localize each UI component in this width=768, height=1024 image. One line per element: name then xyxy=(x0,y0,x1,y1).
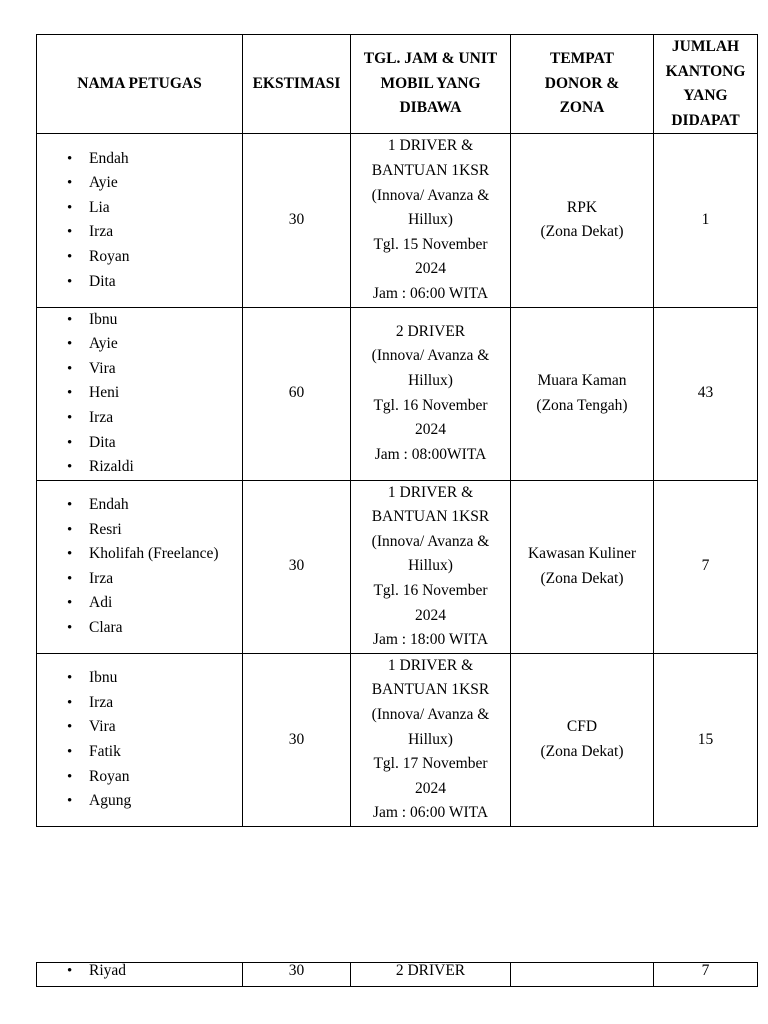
names-list xyxy=(37,666,242,814)
unit-cell: 2 DRIVER (Innova/ Avanza & Hillux) Tgl. 16 November 2024 Jam : 08:00WITA xyxy=(351,307,511,480)
list-item: • Heni xyxy=(67,381,242,406)
header-row xyxy=(37,35,758,134)
estimasi-cell: 30 xyxy=(243,653,351,826)
list-item: • Irza xyxy=(67,567,242,592)
estimasi-cell: 30 xyxy=(243,134,351,307)
header-nama-petugas: NAMA PETUGAS xyxy=(37,35,243,134)
unit-cell: 1 DRIVER & BANTUAN 1KSR (Innova/ Avanza & Hillux) Tgl. 15 November 2024 Jam : 06:00 WITA xyxy=(351,134,511,307)
names-list xyxy=(37,963,242,979)
table-row xyxy=(37,307,758,480)
jumlah-cell: 1 xyxy=(654,134,758,307)
list-item: • Resri xyxy=(67,518,242,543)
tempat-cell: Kawasan Kuliner (Zona Dekat) xyxy=(511,480,654,653)
list-item: • Agung xyxy=(67,789,242,814)
header-jumlah-kantong: JUMLAH KANTONG YANG DIDAPAT xyxy=(654,35,758,134)
list-item: • Irza xyxy=(67,406,242,431)
list-item: • Dita xyxy=(67,431,242,456)
list-item: • Clara xyxy=(67,616,242,641)
list-item: • Vira xyxy=(67,357,242,382)
list-item: • Ibnu xyxy=(67,308,242,333)
header-ekstimasi: EKSTIMASI xyxy=(243,35,351,134)
list-item: • Irza xyxy=(67,220,242,245)
jumlah-cell: 7 xyxy=(654,480,758,653)
list-item: • Adi xyxy=(67,591,242,616)
names-cell xyxy=(37,307,243,480)
tempat-cell: RPK (Zona Dekat) xyxy=(511,134,654,307)
estimasi-cell: 30 xyxy=(243,963,351,987)
tempat-cell xyxy=(511,963,654,987)
schedule-table xyxy=(36,34,758,827)
list-item: • Lia xyxy=(67,196,242,221)
names-list xyxy=(37,493,242,641)
names-cell xyxy=(37,134,243,307)
names-list xyxy=(37,308,242,480)
list-item: • Irza xyxy=(67,691,242,716)
tempat-cell: Muara Kaman (Zona Tengah) xyxy=(511,307,654,480)
tempat-cell: CFD (Zona Dekat) xyxy=(511,653,654,826)
table-row xyxy=(37,963,758,987)
table-row xyxy=(37,134,758,307)
list-item: • Fatik xyxy=(67,740,242,765)
list-item: • Rizaldi xyxy=(67,455,242,480)
list-item: • Royan xyxy=(67,245,242,270)
estimasi-cell: 60 xyxy=(243,307,351,480)
table-row xyxy=(37,653,758,826)
header-tgl-jam-unit: TGL. JAM & UNIT MOBIL YANG DIBAWA xyxy=(351,35,511,134)
list-item: • Endah xyxy=(67,147,242,172)
list-item: • Kholifah (Freelance) xyxy=(67,542,242,567)
header-tempat-donor: TEMPAT DONOR & ZONA xyxy=(511,35,654,134)
jumlah-cell: 43 xyxy=(654,307,758,480)
names-cell xyxy=(37,963,243,987)
estimasi-cell: 30 xyxy=(243,480,351,653)
list-item: • Endah xyxy=(67,493,242,518)
jumlah-cell: 7 xyxy=(654,963,758,987)
unit-cell: 2 DRIVER xyxy=(351,963,511,987)
schedule-table-continuation xyxy=(36,962,758,987)
jumlah-cell: 15 xyxy=(654,653,758,826)
list-item: • Dita xyxy=(67,270,242,295)
list-item: • Ibnu xyxy=(67,666,242,691)
list-item: • Riyad xyxy=(67,963,242,979)
unit-cell: 1 DRIVER & BANTUAN 1KSR (Innova/ Avanza & Hillux) Tgl. 17 November 2024 Jam : 06:00 WITA xyxy=(351,653,511,826)
names-list xyxy=(37,147,242,295)
names-cell xyxy=(37,480,243,653)
names-cell xyxy=(37,653,243,826)
list-item: • Royan xyxy=(67,765,242,790)
list-item: • Ayie xyxy=(67,332,242,357)
unit-cell: 1 DRIVER & BANTUAN 1KSR (Innova/ Avanza & Hillux) Tgl. 16 November 2024 Jam : 18:00 WITA xyxy=(351,480,511,653)
list-item: • Ayie xyxy=(67,171,242,196)
table-row xyxy=(37,480,758,653)
list-item: • Vira xyxy=(67,715,242,740)
